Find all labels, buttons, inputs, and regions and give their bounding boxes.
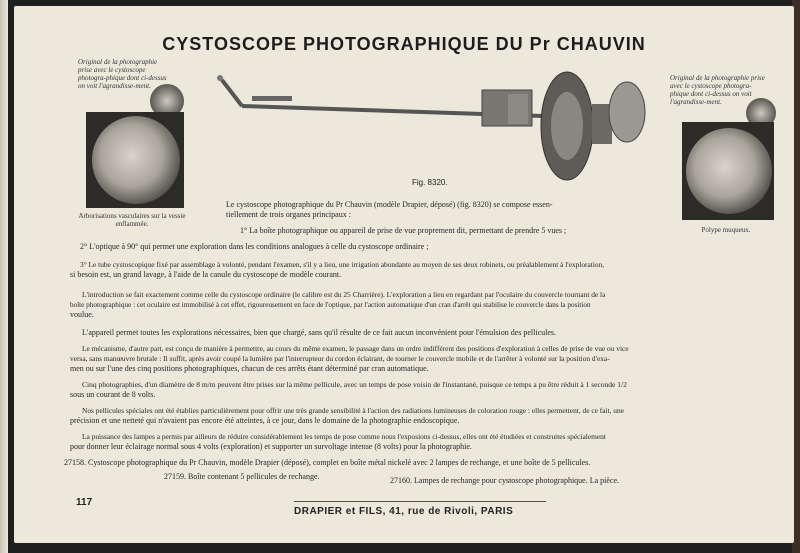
cystoscope-illustration <box>212 66 652 186</box>
page-title: CYSTOSCOPE PHOTOGRAPHIQUE DU Pr CHAUVIN <box>162 34 646 54</box>
catalog-item-27158: 27158. Cystoscope photographique du Pr Chauvin, modèle Drapier (déposé), complet en boîte métal nickelé avec 2 lampes de rechange, et une boîte de 5 pellicules. <box>64 458 591 467</box>
right-photo-caption: Polype muqueux. <box>701 226 751 234</box>
left-endoscopic-photo <box>86 112 184 208</box>
paragraph-mecanisme-line2: versa, sans manœuvre brutale : Il suffit, après avoir coupé la lumière par l'interrupteur du cordon éclairant, de tourner le couvercle mobile et de l'arrêter à volonté sur la position d'exa- <box>70 354 610 363</box>
paragraph-lampes-line2: pour donner leur éclairage normal sous 4 volts (exploration) et supporter un survoltage intense (8 volts) pour la photographie. <box>70 442 472 451</box>
catalog-page <box>14 6 794 543</box>
paragraph-introduction-line2: boîte photographique : cet oculaire est immobilisé à cet effet, rigoureusement en face de l'optique, par l'action automatique d'un cran d'arrêt qui stabilise le couvercle dans la position <box>70 301 591 309</box>
paragraph-intro-line2: tiellement de trois organes principaux : <box>226 210 351 219</box>
paragraph-intro-line1: Le cystoscope photographique du Pr Chauvin (modèle Drapier, déposé) (fig. 8320) se compose essen- <box>226 200 553 209</box>
left-photo-note: Original de la photographie prise avec le cystoscope photogra-phique dont ci-dessus on voit l'agrandisse-ment. <box>78 58 167 90</box>
figure-label: Fig. 8320. <box>412 178 448 187</box>
right-endoscopic-photo <box>682 122 774 220</box>
catalog-item-27159: 27159. Boîte contenant 5 pellicules de rechange. <box>164 472 320 481</box>
paragraph-pellicules-line1: Nos pellicules spéciales ont été établies particulièrement pour offrir une très grande sensibilité à l'action des radiations lumineuses de coloration rouge : elles permettent, de ce fait, une <box>82 406 624 415</box>
paragraph-pellicules-line2: précision et une netteté qui n'avaient pas encore été atteintes, à ce jour, dans le domaine de la photographie endoscopique. <box>70 416 460 425</box>
paragraph-introduction-line1: L'introduction se fait exactement comme celle du cystoscope ordinaire (le calibre est du 25 Charrière). L'exploration a lieu en regardant par l'oculaire du couvercle tournant de la <box>82 290 606 299</box>
paragraph-appareil: L'appareil permet toutes les explorations nécessaires, bien que chargé, sans qu'il résulte de ce fait aucun inconvénient pour l'émulsion des pellicules. <box>82 328 557 337</box>
left-photo-caption: Arborisations vasculaires sur la vessie enflammée. <box>78 212 186 228</box>
paragraph-lampes-line1: La puissance des lampes a permis par ailleurs de réduire considérablement les temps de pose comme nous l'exposions ci-dessus, elles ont été étudiées et construites spécialement <box>82 432 606 441</box>
page-number: 117 <box>76 497 93 508</box>
publisher-footer: DRAPIER et FILS, 41, rue de Rivoli, PARIS <box>294 506 514 517</box>
list-item-3-line1: 3° Le tube cystoscopique fixé par assemblage à volonté, pendant l'examen, s'il y a lieu, une irrigation abondante au moyen de ses deux robinets, ou préalablement à l'exploration, <box>80 260 605 269</box>
list-item-3-line2: si besoin est, un grand lavage, à l'aide de la canule du cystoscope de modèle courant. <box>70 270 342 279</box>
list-item-1: 1° La boîte photographique ou appareil de prise de vue proprement dit, permettant de prendre 5 vues ; <box>240 226 567 235</box>
paragraph-introduction-line3: voulue. <box>70 310 94 319</box>
paragraph-mecanisme-line3: men ou sur l'une des cinq positions photographiques, chacun de ces arrêts étant déterminé par cran automatique. <box>70 364 429 373</box>
list-item-2: 2° L'optique à 90° qui permet une exploration dans les conditions analogues à celle du cystoscope ordinaire ; <box>80 242 429 251</box>
paragraph-cinq-line2: sous un courant de 8 volts. <box>70 390 156 399</box>
catalog-item-27160: 27160. Lampes de rechange pour cystoscope photographique. La pièce. <box>390 476 620 485</box>
paragraph-cinq-line1: Cinq photographies, d'un diamètre de 8 m/m peuvent être prises sur la même pellicule, avec un temps de pose voisin de l'instantané, puisque ce temps a pu être réduit à 1 seconde 1/2 <box>82 380 627 389</box>
page-left-edge <box>0 0 8 553</box>
right-photo-note: Original de la photographie prise avec le cystoscope photogra-phique dont ci-dessus on voit l'agrandisse-ment. <box>670 74 765 106</box>
footer-rule <box>294 501 546 502</box>
paragraph-mecanisme-line1: Le mécanisme, d'autre part, est conçu de manière à permettre, au cours du même examen, le passage dans un ordre indifférent des positions d'exploration à celles de prise de vue ou vice <box>82 344 629 353</box>
